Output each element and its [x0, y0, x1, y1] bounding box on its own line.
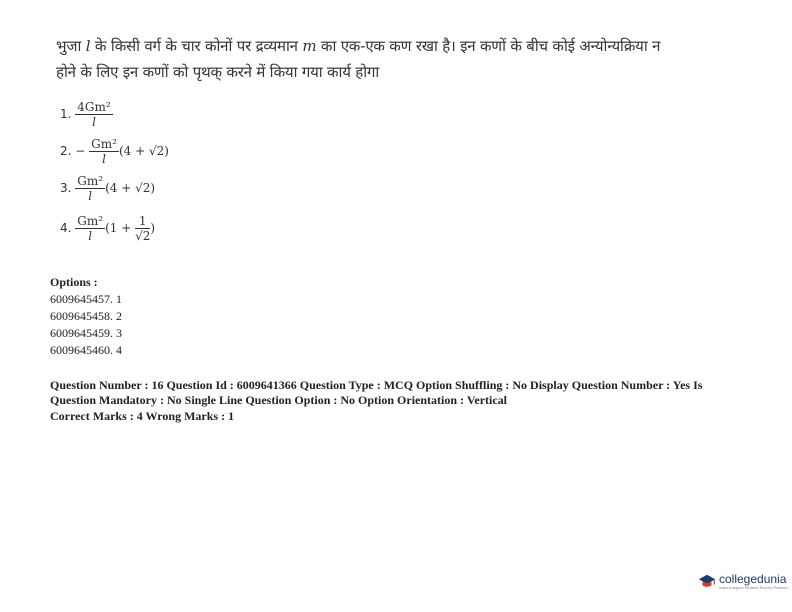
fraction-numerator: Gm²: [91, 137, 117, 151]
answer-tail-open: (1 +: [105, 221, 136, 235]
inner-fraction-denominator: √2: [135, 229, 151, 243]
option-id-3: 6009645459. 3: [50, 326, 122, 340]
answer-fraction: [89, 137, 119, 166]
fraction-numerator: Gm²: [77, 174, 104, 188]
inner-fraction-numerator: 1: [135, 214, 150, 229]
question-text-b: के किसी वर्ग के चार कोनों पर द्रव्यमान: [90, 37, 303, 55]
question-meta-line-3: Correct Marks : 4 Wrong Marks : 1: [50, 409, 235, 423]
answer-option-2: [60, 137, 169, 166]
question-text-d: होने के लिए इन कणों को पृथक् करने में किया गया कार्य होगा: [56, 63, 380, 81]
answer-number: 3.: [60, 181, 72, 195]
question-line-1: [56, 36, 660, 56]
answer-number: 2.: [60, 144, 72, 158]
question-text-c: का एक-एक कण रखा है। इन कणों के बीच कोई अन्योन्यक्रिया न: [316, 37, 661, 55]
collegedunia-logo: [698, 572, 789, 590]
fraction-numerator: 4Gm²: [77, 100, 111, 114]
option-id-4: 6009645460. 4: [50, 343, 122, 357]
answer-fraction: [75, 174, 105, 203]
answer-number: 1.: [60, 107, 72, 121]
answer-option-4: [60, 214, 155, 243]
options-heading: Options :: [50, 275, 98, 289]
answer-fraction: [75, 100, 112, 129]
answer-sign: −: [75, 144, 86, 158]
logo-name: collegedunia: [719, 571, 787, 586]
fraction-denominator: l: [102, 152, 106, 166]
fraction-denominator: l: [88, 189, 93, 203]
answer-fraction: [75, 214, 105, 243]
answer-number: 4.: [60, 221, 72, 235]
question-text-a: भुजा: [56, 37, 82, 55]
question-line-2: [56, 62, 379, 82]
answer-tail-close: ): [150, 221, 156, 235]
graduation-cap-icon: [698, 572, 716, 590]
inner-fraction: [135, 214, 150, 243]
fraction-denominator: l: [92, 115, 96, 129]
answer-tail: (4 + √2): [105, 181, 156, 195]
answer-tail: (4 + √2): [118, 144, 169, 158]
fraction-numerator: Gm²: [77, 214, 104, 228]
option-id-2: 6009645458. 2: [50, 309, 122, 323]
question-meta-line-2: Question Mandatory : No Single Line Question Option : No Option Orientation : Vertical: [50, 393, 508, 407]
fraction-denominator: l: [88, 229, 93, 243]
logo-tagline: India's largest Student Review Platform: [719, 584, 789, 590]
question-meta-line-1: Question Number : 16 Question Id : 6009641366 Question Type : MCQ Option Shuffling : No Display Question Number : Yes Is: [50, 378, 703, 392]
option-id-1: 6009645457. 1: [50, 292, 122, 306]
answer-option-1: [60, 100, 113, 129]
variable-l: l: [85, 37, 91, 55]
answer-option-3: [60, 174, 155, 203]
variable-m: m: [302, 37, 317, 55]
